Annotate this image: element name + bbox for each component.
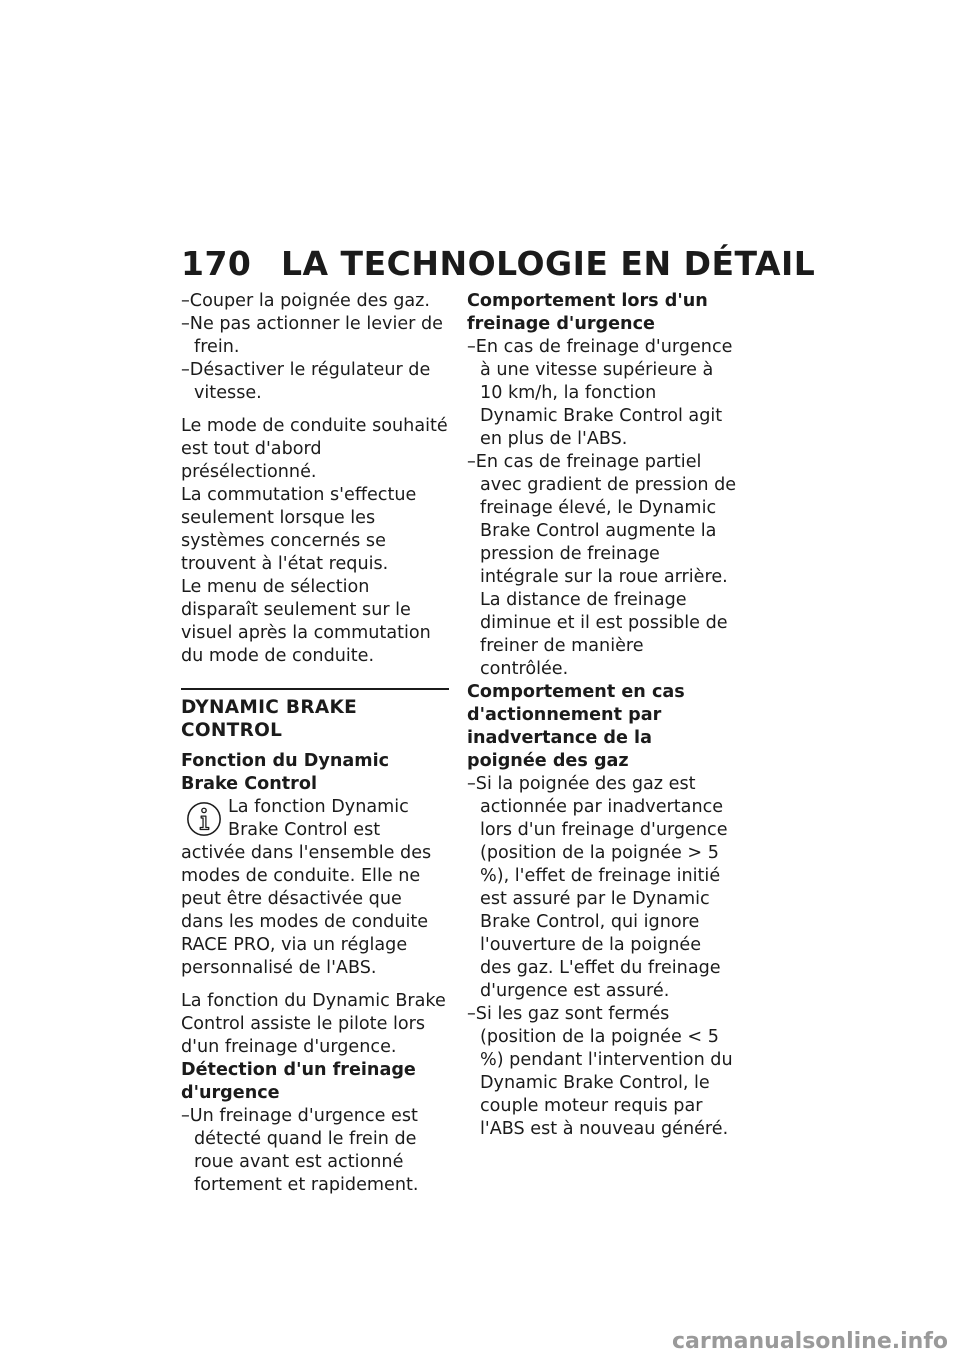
list-item: –Si la poignée des gaz est actionnée par inadvertance lors d'un freinage d'urgence (position de la poignée > 5 %), l'effet de freinage initié est assuré par le Dynamic Brake Control, qui ignore l'ouverture de la poignée des gaz. L'effet du freinage d'urgence est assuré. [467,774,728,1001]
right-column [467,290,737,1141]
list-item: –Ne pas actionner le levier de frein. [181,314,443,357]
list-item: –En cas de freinage d'urgence à une vitesse supérieure à 10 km/h, la fonction Dynamic Brake Control agit en plus de l'ABS. [467,337,733,449]
watermark: carmanualsonline.info [672,1329,948,1354]
subheading: Détection d'un freinage d'urgence [181,1060,416,1103]
paragraph: La fonction du Dynamic Brake Control assiste le pilote lors d'un freinage d'urgence. [181,991,446,1057]
paragraph: Le mode de conduite souhaité est tout d'abord présélectionné. [181,416,448,482]
list-item: –Couper la poignée des gaz. [181,291,430,311]
list-item: –Un freinage d'urgence est détecté quand le frein de roue avant est actionné fortement et rapidement. [181,1106,419,1195]
info-text: La fonction Dynamic Brake Control est activée dans l'ensemble des modes de conduite. Elle ne peut être désactivée que dans les modes de conduite RACE PRO, via un réglage personnalisé de l'ABS. [181,797,432,978]
section-title: DYNAMIC BRAKE CONTROL [181,697,358,741]
list-item: –En cas de freinage partiel avec gradient de pression de freinage élevé, le Dynamic Brake Control augmente la pression de freinage intégrale sur la roue arrière. La distance de freinage diminue et il est possible de freiner de manière contrôlée. [467,452,737,679]
list-item: –Si les gaz sont fermés (position de la poignée < 5 %) pendant l'intervention du Dynamic Brake Control, le couple moteur requis par l'ABS est à nouveau généré. [467,1004,733,1139]
list-item: –Désactiver le régulateur de vitesse. [181,360,431,403]
info-note [181,796,449,980]
subheading: Fonction du Dynamic Brake Control [181,751,390,794]
subheading: Comportement lors d'un freinage d'urgence [467,291,708,334]
section-divider [181,688,449,690]
subheading: Comportement en cas d'actionnement par inadvertance de la poignée des gaz [467,682,685,771]
paragraph: La commutation s'effectue seulement lorsque les systèmes concernés se trouvent à l'état requis. [181,485,417,574]
left-column [181,290,449,1197]
page-title: LA TECHNOLOGIE EN DÉTAIL [281,244,816,283]
page-number: 170 [181,244,252,283]
info-icon [185,800,223,838]
page-header [181,244,816,284]
paragraph: Le menu de sélection disparaît seulement sur le visuel après la commutation du mode de conduite. [181,577,431,666]
